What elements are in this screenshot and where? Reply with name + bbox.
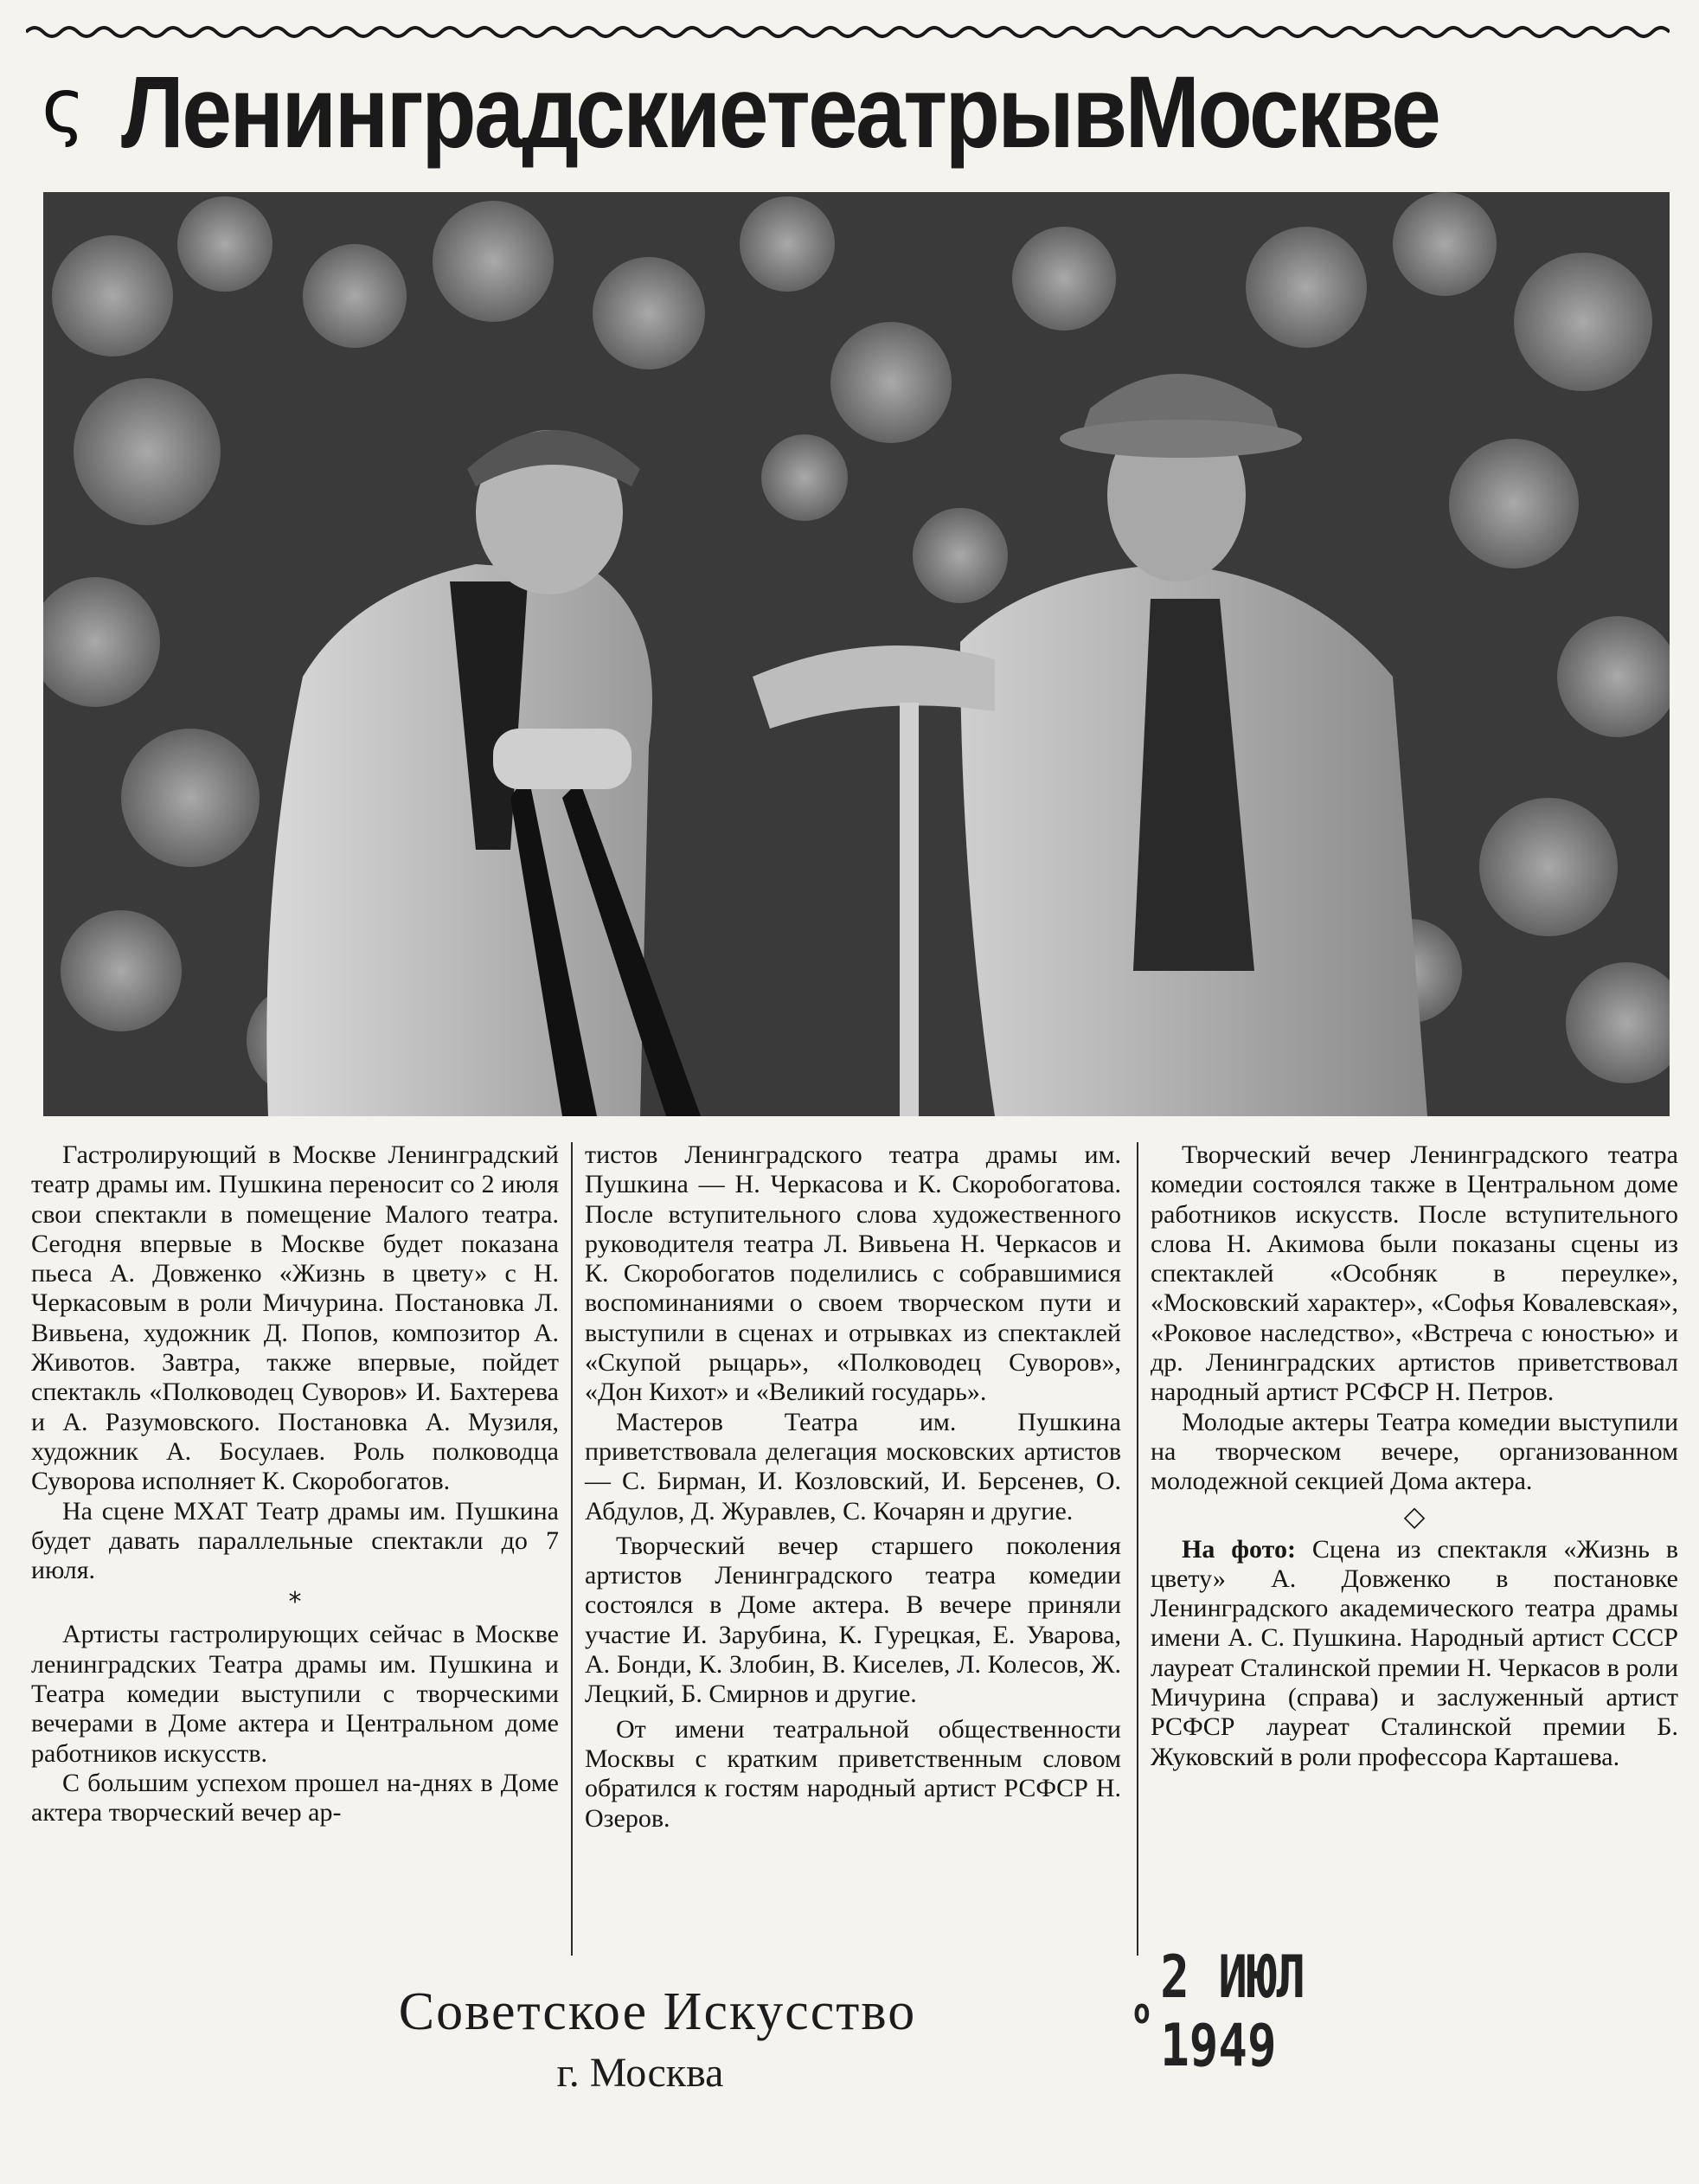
newspaper-city: г. Москва bbox=[556, 2050, 724, 2096]
paragraph-10: Молодые актеры Театра комедии выступили на творческом вечере, организованном молодежной секцией Дома актера. bbox=[1151, 1407, 1678, 1496]
paragraph-8: От имени театральной общественности Москвы с кратким приветственным словом обратился к гостям народный артист РСФСР Н. Озеров. bbox=[585, 1714, 1121, 1833]
headline-word-4: Москве bbox=[1125, 55, 1439, 170]
headline-word-3: в bbox=[1072, 55, 1125, 170]
photo-image bbox=[43, 192, 1670, 1116]
date-stamp bbox=[1133, 1943, 1417, 2080]
headline-word-2: театры bbox=[766, 55, 1073, 170]
article-column-2 bbox=[585, 1140, 1121, 1834]
article-column-3 bbox=[1151, 1140, 1678, 1772]
headline-word-1: Ленинградские bbox=[121, 55, 766, 170]
paragraph-3: Артисты гастролирующих сейчас в Москве ленинградских Театра драмы им. Пушкина и Театра комедии выступили с творческими вечерами в Доме актера и Центральном доме работников искусств. bbox=[31, 1620, 559, 1768]
wavy-top-rule bbox=[26, 19, 1670, 45]
stamp-dot-icon: o bbox=[1133, 1992, 1151, 2032]
paragraph-7: Творческий вечер старшего поколения артистов Ленинградского театра комедии состоялся в Доме актера. В вечере приняли участие И. Зарубина, К. Гурецкая, Е. Уварова, А. Бонди, К. Злобин, В. Киселев, Л. Колесов, Ж. Лецкий, Б. Смирнов и другие. bbox=[585, 1531, 1121, 1709]
paragraph-5: тистов Ленинградского театра драмы им. Пушкина — Н. Черкасова и К. Скоробогатова. После вступительного слова художественного руководителя театра Л. Вивьена Н. Черкасов и К. Скоробогатов поделились с собравшимися воспоминаниями о своем творческом пути и выступили в сценах и отрывках из спектаклей «Скупой рыцарь», «Полководец Суворов», «Дон Кихот» и «Великий государь». bbox=[585, 1140, 1121, 1407]
paragraph-1: Гастролирующий в Москве Ленинградский театр драмы им. Пушкина переносит со 2 июля свои спектакли в помещение Малого театра. Сегодня впервые в Москве будет показана пьеса А. Довженко «Жизнь в цвету» с Н. Черкасовым в роли Мичурина. Постановка Л. Вивьена, художник Д. Попов, композитор А. Животов. Завтра, также впервые, пойдет спектакль «Полководец Суворов» И. Бахтерева и А. Разумовского. Постановка А. Музиля, художник А. Босулаев. Роль полководца Суворова исполняет К. Скоробогатов. bbox=[31, 1140, 559, 1496]
headline bbox=[121, 52, 1439, 173]
paragraph-9: Творческий вечер Ленинградского театра комедии состоялся также в Центральном доме работников искусств. После вступительного слова Н. Акимова были показаны сцены из спектаклей «Особняк в переулке», «Московский характер», «Софья Ковалевская», «Роковое наследство», «Встреча с юностью» и др. Ленинградских артистов приветствовал народный артист РСФСР Н. Петров. bbox=[1151, 1140, 1678, 1407]
caption-lead: На фото: bbox=[1182, 1534, 1296, 1564]
newspaper-masthead: Советское Искусство bbox=[398, 1982, 917, 2041]
theatre-scene-photo bbox=[43, 192, 1670, 1116]
paragraph-6: Мастеров Театра им. Пушкина приветствовала делегация московских артистов — С. Бирман, И. Козловский, И. Берсенев, О. Абдулов, Д. Журавлев, С. Кочарян и другие. bbox=[585, 1407, 1121, 1526]
stamp-date: 2 ИЮЛ 1949 bbox=[1160, 1943, 1306, 2080]
photo-caption bbox=[1151, 1535, 1678, 1772]
paragraph-2: На сцене МХАТ Театр драмы им. Пушкина будет давать параллельные спектакли до 7 июля. bbox=[31, 1496, 559, 1585]
article-column-1 bbox=[31, 1140, 559, 1828]
star-separator-icon: * bbox=[288, 1587, 302, 1618]
paragraph-4: С большим успехом прошел на-днях в Доме актера творческий вечер ар- bbox=[31, 1768, 559, 1827]
caption-body: Сцена из спектакля «Жизнь в цвету» А. Довженко в постановке Ленинградского академического театра драмы имени А. С. Пушкина. Народный артист СССР лауреат Сталинской премии Н. Черкасов в роли Мичурина (справа) и заслуженный артист РСФСР лауреат Сталинской премии Б. Жуковский в роли профессора Карташева. bbox=[1151, 1534, 1678, 1771]
column-divider-1 bbox=[571, 1142, 573, 1956]
diamond-separator-icon: ◇ bbox=[1403, 1499, 1426, 1532]
column-divider-2 bbox=[1137, 1142, 1138, 1956]
pencil-mark-icon: ς bbox=[42, 63, 86, 150]
